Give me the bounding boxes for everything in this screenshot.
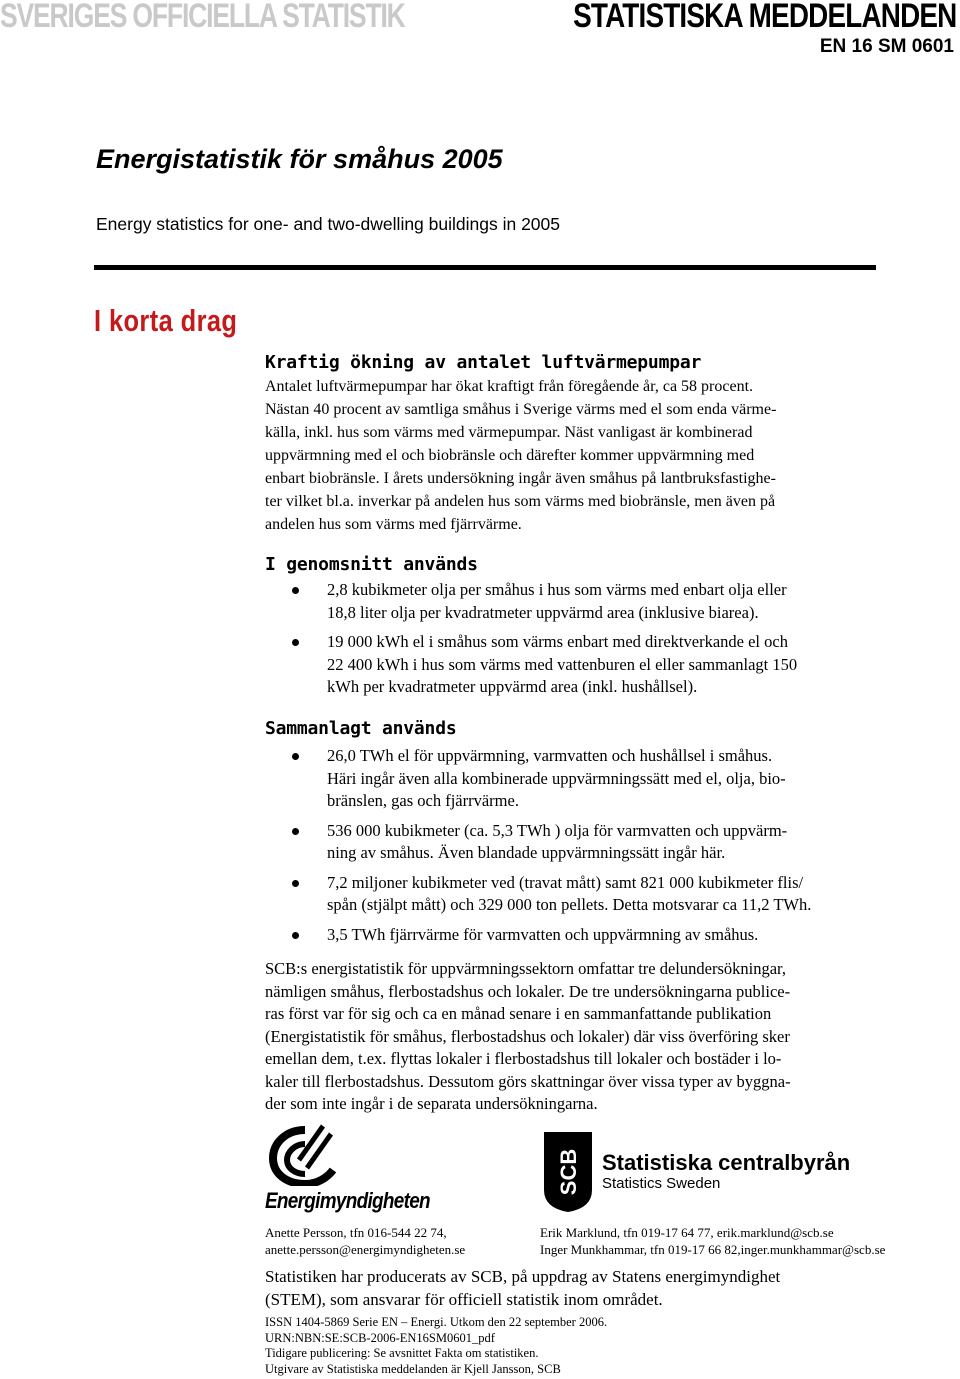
report-code: EN 16 SM 0601: [819, 36, 954, 57]
bullet-icon: [292, 639, 299, 646]
contact-line[interactable]: Inger Munkhammar, tfn 019-17 66 82,inger.munkhammar@scb.se: [540, 1241, 886, 1257]
summary-line: andelen hus som värms med fjärrvärme.: [265, 516, 522, 533]
scb-emblem-icon: [540, 1128, 596, 1214]
total-heading: Sammanlagt används: [265, 718, 457, 739]
page-title: Energistatistik för småhus 2005: [96, 144, 503, 174]
section-heading: I korta drag: [94, 303, 238, 338]
energimyndigheten-emblem-icon: [265, 1124, 345, 1186]
scb-logo: [540, 1128, 880, 1214]
page-subtitle: Energy statistics for one- and two-dwelling buildings in 2005: [96, 214, 561, 234]
total-list: [265, 745, 885, 946]
bullet-icon: [292, 828, 299, 835]
summary-line: källa, inkl. hus som värms med värmepumpar. Näst vanligast är kombinerad: [265, 424, 753, 441]
contact-line[interactable]: Erik Marklund, tfn 019-17 64 77, erik.marklund@scb.se: [540, 1225, 834, 1240]
contact-email-link[interactable]: anette.persson@energimyndigheten.se: [265, 1241, 466, 1257]
stem-note: Statistiken har producerats av SCB, på uppdrag av Statens energimyndighet (STEM), som ansvarar för officiell statistik inom området.: [265, 1267, 781, 1309]
summary-line: Antalet luftvärmepumpar har ökat kraftigt från föregående år, ca 58 procent.: [265, 378, 754, 395]
average-heading: I genomsnitt används: [265, 554, 478, 575]
summary-line: uppvärmning med el och biobränsle och därefter kommer uppvärmning med: [265, 447, 755, 464]
contact-line: Anette Persson, tfn 016-544 22 74,: [265, 1225, 447, 1240]
energimyndigheten-wordmark: Energimyndigheten: [265, 1188, 430, 1213]
colophon: ISSN 1404-5869 Serie EN – Energi. Utkom den 22 september 2006. URN:NBN:SE:SCB-2006-EN16SM0601_pdf Tidigare publicering: Se avsnittet Fakta om statistiken. Utgivare av Statistiska meddelanden är Kjell Jansson, SCB: [265, 1315, 608, 1376]
summary-line: ter vilket bl.a. inverkar på andelen hus som värms med biobränsle, men även på: [265, 493, 776, 510]
summary-section: [265, 352, 885, 536]
bullet-icon: [292, 753, 299, 760]
average-section: [265, 554, 885, 699]
list-item: 7,2 miljoner kubikmeter ved (travat mått) samt 821 000 kubikmeter flis/ spån (stjälpt mått) och 329 000 ton pellets. Detta motsvarar ca 11,2 TWh.: [265, 872, 885, 917]
summary-line: Nästan 40 procent av samtliga småhus i Sverige värms med el som enda värme-: [265, 401, 777, 418]
scb-name: Statistiska centralbyrån: [602, 1150, 851, 1175]
scb-paragraph: SCB:s energistatistik för uppvärmningssektorn omfattar tre delundersökningar, nämligen småhus, flerbostadshus och lokaler. De tre undersökningarna publice- ras först var för sig och ca en månad senare i en sammanfattande publikation (Energistatistik för småhus, flerbostadshus och lokaler) där viss överföring sker emellan dem, t.ex. flyttas lokaler i flerbostadshus till lokaler och bostäder i lo- kaler till flerbostadshus. Dessutom görs skattningar över vissa typer av byggna- der som inte ingår i de separata undersökningarna.: [265, 959, 791, 1113]
publication-type: STATISTISKA MEDDELANDEN: [568, 0, 956, 36]
list-item: 19 000 kWh el i småhus som värms enbart med direktverkande el och 22 400 kWh i hus som värms med vattenburen el eller sammanlagt 150 kWh per kvadratmeter uppvärmd area (inkl. hushållsel).: [265, 631, 885, 699]
summary-line: enbart biobränsle. I årets undersökning ingår även småhus på lantbruksfastighe-: [265, 470, 776, 487]
list-item: 2,8 kubikmeter olja per småhus i hus som värms med enbart olja eller 18,8 liter olja per kvadratmeter uppvärmd area (inklusive biarea).: [265, 579, 885, 624]
series-name: SVERIGES OFFICIELLA STATISTIK: [0, 0, 405, 35]
scb-english-name: Statistics Sweden: [602, 1175, 721, 1192]
bullet-icon: [292, 880, 299, 887]
average-list: [265, 579, 885, 699]
list-item: 3,5 TWh fjärrvärme för varmvatten och uppvärmning av småhus.: [265, 924, 885, 947]
summary-text: [265, 375, 885, 536]
total-section: [265, 718, 885, 946]
svg-text:SCB: SCB: [556, 1148, 581, 1196]
series-header: [0, 0, 960, 36]
contact-scb: [540, 1225, 885, 1258]
summary-heading: Kraftig ökning av antalet luftvärmepumpar: [265, 352, 702, 373]
contact-energimyndigheten: [265, 1225, 465, 1258]
list-item: 536 000 kubikmeter (ca. 5,3 TWh ) olja för varmvatten och uppvärm- ning av småhus. Även blandade uppvärmningssätt ingår här.: [265, 820, 885, 865]
bullet-icon: [292, 587, 299, 594]
title-divider: [94, 265, 876, 270]
energimyndigheten-logo: [265, 1124, 455, 1216]
list-item: 26,0 TWh el för uppvärmning, varmvatten och hushållsel i småhus. Häri ingår även alla kombinerade uppvärmningssätt med el, olja, bio- bränslen, gas och fjärrvärme.: [265, 745, 885, 813]
bullet-icon: [292, 932, 299, 939]
